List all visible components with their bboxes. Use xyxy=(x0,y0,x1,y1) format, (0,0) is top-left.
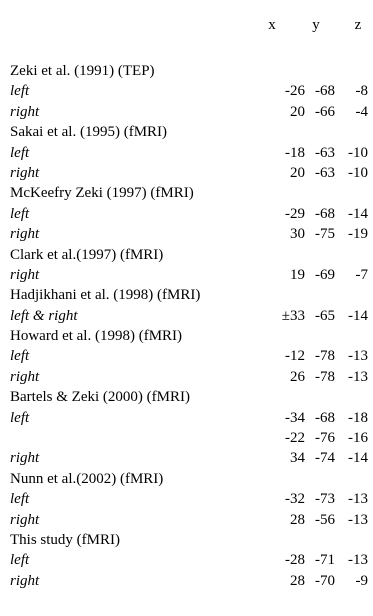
coord-y-cell: -66 xyxy=(315,103,335,120)
coord-x-cell: ±33 xyxy=(281,307,305,324)
coord-z-cell: -9 xyxy=(355,572,368,589)
hemisphere-label: right xyxy=(10,164,40,181)
hemisphere-label: left xyxy=(10,409,30,426)
coord-z-cell: -10 xyxy=(348,144,368,161)
coord-y-cell: -65 xyxy=(315,307,335,324)
coord-y-cell: -68 xyxy=(315,409,335,426)
study-row xyxy=(10,183,373,203)
study-row xyxy=(10,530,373,550)
study-row xyxy=(10,122,373,142)
coord-z-cell: -10 xyxy=(348,164,368,181)
coord-z-cell: -4 xyxy=(355,103,368,120)
coord-z-cell: -8 xyxy=(355,83,368,100)
study-row xyxy=(10,326,373,346)
table-row xyxy=(10,346,373,366)
table-row xyxy=(10,224,373,244)
coord-z-cell: -13 xyxy=(348,491,368,508)
study-label: McKeefry Zeki (1997) (fMRI) xyxy=(10,185,194,202)
coord-z-cell: -14 xyxy=(348,205,368,222)
hemisphere-label: right xyxy=(10,511,40,528)
table-header xyxy=(10,0,373,50)
coord-x-cell: 28 xyxy=(290,572,305,589)
table-row xyxy=(10,81,373,101)
coord-y-cell: -76 xyxy=(315,430,335,447)
coord-x-cell: -34 xyxy=(285,409,305,426)
coord-x-cell: 20 xyxy=(290,164,305,181)
hemisphere-label: left xyxy=(10,348,30,365)
coord-z-cell: -7 xyxy=(355,266,368,283)
study-row xyxy=(10,245,373,265)
coordinates-table xyxy=(10,0,373,591)
study-label: Bartels & Zeki (2000) (fMRI) xyxy=(10,389,190,406)
coord-z-cell: -18 xyxy=(348,409,368,426)
coord-x-cell: -22 xyxy=(285,430,305,447)
column-header-x: x xyxy=(268,17,276,33)
column-header-y: y xyxy=(312,17,320,33)
hemisphere-label: left xyxy=(10,83,30,100)
coord-z-cell: -13 xyxy=(348,552,368,569)
table-row xyxy=(10,510,373,530)
table-row xyxy=(10,408,373,428)
table-row xyxy=(10,428,373,448)
coord-y-cell: -78 xyxy=(315,368,335,385)
study-label: Nunn et al.(2002) (fMRI) xyxy=(10,470,164,487)
study-label: Hadjikhani et al. (1998) (fMRI) xyxy=(10,287,201,304)
table-row xyxy=(10,306,373,326)
coord-x-cell: 28 xyxy=(290,511,305,528)
column-header-z: z xyxy=(354,17,362,33)
coord-y-cell: -63 xyxy=(315,164,335,181)
coord-z-cell: -14 xyxy=(348,450,368,467)
coord-z-cell: -13 xyxy=(348,368,368,385)
table-row xyxy=(10,571,373,591)
coord-x-cell: -12 xyxy=(285,348,305,365)
hemisphere-label: left xyxy=(10,205,30,222)
table-row xyxy=(10,448,373,468)
table-body xyxy=(10,61,373,591)
study-label: Zeki et al. (1991) (TEP) xyxy=(10,63,155,79)
coord-y-cell: -73 xyxy=(315,491,335,508)
coord-y-cell: -68 xyxy=(315,205,335,222)
table-row xyxy=(10,143,373,163)
coord-y-cell: -56 xyxy=(315,511,335,528)
table-row xyxy=(10,550,373,570)
study-label: Sakai et al. (1995) (fMRI) xyxy=(10,124,168,141)
coord-x-cell: 20 xyxy=(290,103,305,120)
coord-x-cell: 34 xyxy=(290,450,305,467)
study-row xyxy=(10,387,373,407)
coord-z-cell: -14 xyxy=(348,307,368,324)
coord-z-cell: -16 xyxy=(348,430,368,447)
coord-y-cell: -75 xyxy=(315,226,335,243)
coord-y-cell: -74 xyxy=(315,450,335,467)
coord-z-cell: -19 xyxy=(348,226,368,243)
coord-z-cell: -13 xyxy=(348,348,368,365)
coord-y-cell: -69 xyxy=(315,266,335,283)
coord-y-cell: -63 xyxy=(315,144,335,161)
hemisphere-label: left & right xyxy=(10,307,78,324)
hemisphere-label: right xyxy=(10,226,40,243)
hemisphere-label: right xyxy=(10,368,40,385)
table-row xyxy=(10,265,373,285)
coord-y-cell: -68 xyxy=(315,83,335,100)
table-row xyxy=(10,163,373,183)
coord-x-cell: -26 xyxy=(285,83,305,100)
study-label: This study (fMRI) xyxy=(10,531,120,548)
coord-y-cell: -78 xyxy=(315,348,335,365)
hemisphere-label: right xyxy=(10,266,40,283)
table-row xyxy=(10,204,373,224)
hemisphere-label: left xyxy=(10,144,30,161)
coord-x-cell: 19 xyxy=(290,266,305,283)
coord-x-cell: -29 xyxy=(285,205,305,222)
study-label: Howard et al. (1998) (fMRI) xyxy=(10,328,183,345)
coord-x-cell: -32 xyxy=(285,491,305,508)
table-row xyxy=(10,367,373,387)
coord-x-cell: 26 xyxy=(290,368,305,385)
header-gap xyxy=(10,50,373,61)
hemisphere-label: left xyxy=(10,491,30,508)
hemisphere-label: right xyxy=(10,572,40,589)
coord-x-cell: 30 xyxy=(290,226,305,243)
coord-x-cell: -18 xyxy=(285,144,305,161)
hemisphere-label: right xyxy=(10,103,40,120)
coord-z-cell: -13 xyxy=(348,511,368,528)
coord-y-cell: -70 xyxy=(315,572,335,589)
study-row xyxy=(10,469,373,489)
hemisphere-label: right xyxy=(10,450,40,467)
study-row xyxy=(10,285,373,305)
study-row xyxy=(10,61,373,81)
coord-x-cell: -28 xyxy=(285,552,305,569)
study-label: Clark et al.(1997) (fMRI) xyxy=(10,246,164,263)
coord-y-cell: -71 xyxy=(315,552,335,569)
table-row xyxy=(10,102,373,122)
hemisphere-label: left xyxy=(10,552,30,569)
table-row xyxy=(10,489,373,509)
